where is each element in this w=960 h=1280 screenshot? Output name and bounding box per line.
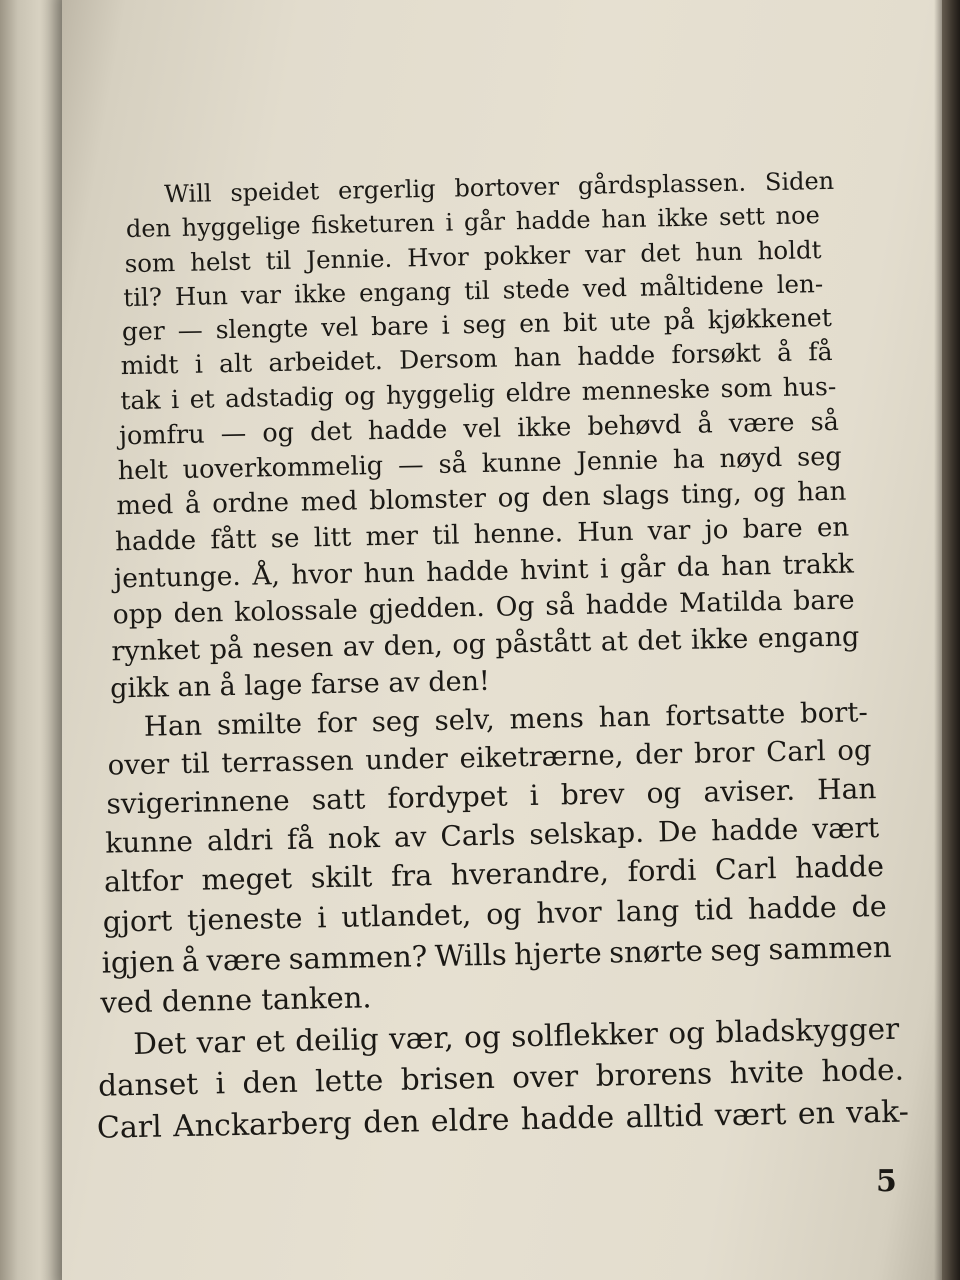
text-line: opp den kolossale gjedden. Og så hadde Matilda bare [112, 584, 855, 631]
text-line: den hyggelige fisketuren i går hadde han ikke sett noe [125, 201, 821, 244]
text-line: Det var et deilig vær, og solflekker og bladskygger [132, 1011, 900, 1062]
text-line: med å ordne med blomster og den slags ting, og han [116, 476, 847, 522]
text-line: rynket på nesen av den, og påstått at det ikke engang [111, 621, 860, 668]
text-line: svigerinnene satt fordypet i brev og aviser. Han [106, 772, 877, 821]
text-line: jomfru — og det hadde vel ikke behøvd å være så [118, 406, 840, 452]
text-line: tak i et adstadig og hyggelig eldre menneske som hus- [120, 371, 837, 416]
text-line: Carl Anckarberg den eldre hadde alltid vært en vak- [96, 1094, 910, 1146]
text-line: igjen å være sammen? Wills hjerte snørte seg sammen [101, 929, 892, 980]
text-line: ger — slengte vel bare i seg en bit ute på kjøkkenet [121, 302, 833, 347]
text-line: Han smilte for seg selv, mens han fortsatte bort- [143, 696, 869, 743]
text-line: hadde fått se litt mer til henne. Hun var jo bare en [114, 512, 850, 558]
page-edge-shadow [934, 0, 960, 1280]
text-line: gjort tjeneste i utlandet, og hvor lang tid hadde de [102, 889, 888, 939]
text-line: danset i den lette brisen over brorens hvite hode. [97, 1052, 905, 1103]
text-line: til? Hun var ikke engang til stede ved måltidene len- [123, 269, 824, 313]
text-line: kunne aldri få nok av Carls selskap. De hadde vært [104, 811, 880, 860]
text-line: altfor meget skilt fra hverandre, fordi Carl hadde [103, 849, 885, 899]
text-line: ved denne tanken. [100, 980, 372, 1020]
page-number: 5 [876, 1164, 897, 1199]
text-line: midt i alt arbeidet. Dersom han hadde forsøkt å få [120, 336, 833, 381]
text-line: som helst til Jennie. Hvor pokker var det hun holdt [124, 235, 822, 279]
text-line: Will speidet ergerlig bortover gårdsplassen. Siden [163, 166, 835, 209]
facing-page-edge [0, 0, 70, 1280]
text-line: gikk an å lage farse av den! [109, 665, 491, 705]
text-line: helt uoverkommelig — så kunne Jennie ha nøyd seg [117, 441, 842, 487]
text-line: over til terrassen under eiketrærne, der bror Carl og [107, 734, 872, 782]
text-line: jentunge. Å, hvor hun hadde hvint i går da han trakk [113, 548, 855, 595]
